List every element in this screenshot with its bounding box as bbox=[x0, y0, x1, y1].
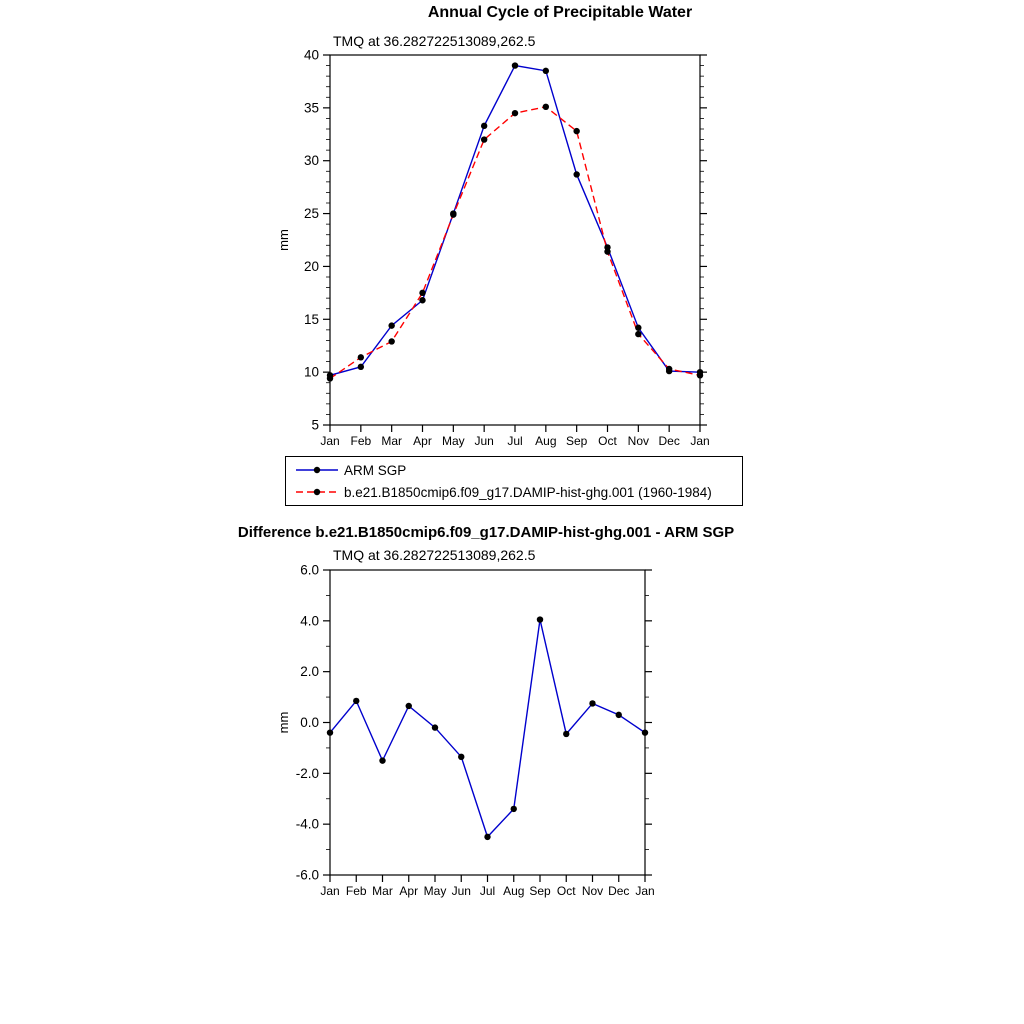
annual-cycle-chart bbox=[270, 50, 730, 454]
difference-chart bbox=[270, 563, 690, 903]
legend-line-solid-icon bbox=[294, 463, 340, 477]
svg-text:25: 25 bbox=[303, 206, 319, 222]
svg-text:Feb: Feb bbox=[345, 884, 367, 898]
svg-text:Oct: Oct bbox=[556, 884, 576, 898]
svg-text:-6.0: -6.0 bbox=[295, 867, 319, 883]
svg-text:Nov: Nov bbox=[581, 884, 604, 898]
legend-line-dashed-icon bbox=[294, 485, 340, 499]
legend-item-model bbox=[294, 482, 734, 502]
svg-text:mm: mm bbox=[276, 229, 291, 251]
svg-text:30: 30 bbox=[303, 153, 319, 169]
svg-text:35: 35 bbox=[303, 100, 319, 116]
svg-text:Apr: Apr bbox=[413, 434, 432, 448]
svg-text:-4.0: -4.0 bbox=[295, 816, 319, 832]
svg-text:4.0: 4.0 bbox=[300, 613, 319, 629]
svg-text:2.0: 2.0 bbox=[300, 664, 319, 680]
svg-text:20: 20 bbox=[303, 258, 319, 274]
svg-text:Jan: Jan bbox=[320, 884, 340, 898]
difference-title: Difference b.e21.B1850cmip6.f09_g17.DAMIP-hist-ghg.001 - ARM SGP bbox=[237, 524, 735, 541]
svg-text:Jan: Jan bbox=[690, 434, 710, 448]
svg-text:Jun: Jun bbox=[451, 884, 471, 898]
svg-text:-2.0: -2.0 bbox=[295, 765, 319, 781]
svg-text:40: 40 bbox=[303, 50, 319, 63]
annual-cycle-subtitle: TMQ at 36.282722513089,262.5 bbox=[333, 33, 536, 49]
svg-text:Oct: Oct bbox=[598, 434, 617, 448]
svg-text:15: 15 bbox=[303, 311, 319, 327]
svg-text:Jun: Jun bbox=[474, 434, 494, 448]
legend-item-arm-sgp bbox=[294, 460, 734, 480]
svg-text:Aug: Aug bbox=[503, 884, 525, 898]
annual-cycle-title: Annual Cycle of Precipitable Water bbox=[427, 4, 693, 21]
svg-text:Mar: Mar bbox=[381, 434, 403, 448]
svg-text:Jan: Jan bbox=[320, 434, 340, 448]
svg-text:May: May bbox=[423, 884, 447, 898]
legend-label-arm-sgp: ARM SGP bbox=[344, 462, 407, 478]
svg-text:May: May bbox=[441, 434, 465, 448]
svg-text:6.0: 6.0 bbox=[300, 563, 319, 578]
svg-text:5: 5 bbox=[311, 417, 319, 433]
svg-text:Jan: Jan bbox=[635, 884, 655, 898]
svg-text:Jul: Jul bbox=[479, 884, 496, 898]
svg-text:0.0: 0.0 bbox=[300, 715, 319, 730]
legend-label-model: b.e21.B1850cmip6.f09_g17.DAMIP-hist-ghg.001 (1960-1984) bbox=[344, 484, 712, 500]
svg-text:10: 10 bbox=[303, 364, 319, 380]
svg-text:Sep: Sep bbox=[529, 884, 551, 898]
svg-text:Dec: Dec bbox=[608, 884, 630, 898]
svg-text:mm: mm bbox=[276, 711, 291, 734]
svg-text:Mar: Mar bbox=[372, 884, 393, 898]
svg-text:Sep: Sep bbox=[565, 434, 588, 448]
legend bbox=[285, 456, 743, 506]
svg-text:Nov: Nov bbox=[627, 434, 650, 448]
difference-subtitle: TMQ at 36.282722513089,262.5 bbox=[333, 547, 536, 563]
svg-text:Dec: Dec bbox=[658, 434, 680, 448]
svg-text:Feb: Feb bbox=[350, 434, 372, 448]
svg-text:Jul: Jul bbox=[507, 434, 523, 448]
svg-text:Aug: Aug bbox=[535, 434, 557, 448]
svg-text:Apr: Apr bbox=[399, 884, 419, 898]
